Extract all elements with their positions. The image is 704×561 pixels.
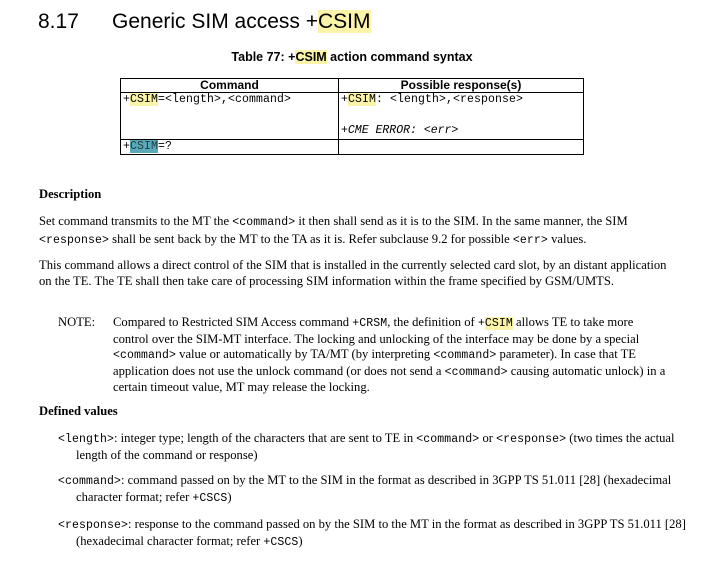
param-command: <command> xyxy=(416,433,480,446)
cell-command-test xyxy=(121,140,339,155)
param-cscs: +CSCS xyxy=(192,491,228,505)
col-header-command: Command xyxy=(121,79,339,93)
param-command: <command> xyxy=(444,365,508,379)
resp-args: : <length>,<response> xyxy=(376,93,524,106)
text: Set command transmits to the MT the xyxy=(39,214,233,228)
param-csim: CSIM xyxy=(484,317,513,330)
table-caption-cmd: CSIM xyxy=(295,50,327,64)
table-row xyxy=(121,140,584,155)
text: it then shall send as it is to the SIM. In the same manner, the SIM xyxy=(295,214,628,228)
description-heading: Description xyxy=(39,187,102,201)
text: shall be sent back by the MT to the TA as it is. Refer subclause 9.2 for possible xyxy=(109,232,513,246)
param-command: <command> xyxy=(433,349,497,362)
text: ) xyxy=(298,533,303,548)
cmd-name: CSIM xyxy=(130,93,159,106)
text: value or automatically by TA/MT (by interpreting xyxy=(176,347,434,361)
text: parameter). In case that TE application does not use the unlock command (or does not send a xyxy=(113,347,637,378)
def-length xyxy=(58,431,686,463)
text: , the definition of xyxy=(387,315,478,329)
description-paragraph-2: This command allows a direct control of the SIM that is installed in the currently selected card slot, by an distant application on the TE. The TE shall then take care of processing SIM information within the frame specified by GSM/UMTS. xyxy=(39,258,667,288)
table-caption-suffix: action command syntax xyxy=(326,50,473,64)
param-command: <command> xyxy=(58,475,122,488)
table-caption xyxy=(0,50,704,64)
response-error: +CME ERROR: <err> xyxy=(341,124,459,137)
note-label: NOTE: xyxy=(58,315,96,329)
param-response: <response> xyxy=(496,433,567,446)
text: values. xyxy=(547,232,587,246)
text: Compared to Restricted SIM Access command xyxy=(113,315,353,329)
section-number: 8.17 xyxy=(38,10,79,33)
param-command: <command> xyxy=(113,349,177,362)
section-title-cmd: CSIM xyxy=(318,10,371,33)
text: or xyxy=(479,431,497,445)
text: : response to the command passed on by the SIM to the MT in the format as described in 3GPP TS 51.011 [28] (hexadecimal character format; refer xyxy=(76,517,686,548)
section-title: Generic SIM access + xyxy=(112,10,318,33)
param-response: <response> xyxy=(39,234,110,247)
param-cscs: +CSCS xyxy=(263,535,299,549)
param-response: <response> xyxy=(58,519,129,532)
param-length: <length> xyxy=(58,433,115,446)
def-command xyxy=(58,473,686,506)
resp-name: CSIM xyxy=(348,93,377,106)
param-crsm: +CRSM xyxy=(352,317,388,330)
defined-values-heading: Defined values xyxy=(39,404,118,418)
cmd-args: =<length>,<command> xyxy=(158,93,292,106)
resp-plus: + xyxy=(341,93,349,106)
def-response xyxy=(58,517,686,550)
text: causing automatic unlock) in a certain timeout value, MT may release the locking. xyxy=(113,363,666,394)
table-caption-prefix: Table 77: + xyxy=(231,50,296,64)
text: allows TE to take more control over the SIM-MT interface. The locking and unlocking of the interface may be done by a special xyxy=(113,315,640,346)
col-header-response: Possible response(s) xyxy=(339,79,584,93)
text: ) xyxy=(227,489,232,504)
text: : command passed on by the MT to the SIM in the format as described in 3GPP TS 51.011 [28] (hexadecimal character format; refer xyxy=(76,473,672,504)
cmd-name-selected: CSIM xyxy=(130,140,159,153)
cmd-args: =? xyxy=(158,140,173,153)
description-paragraph-1 xyxy=(39,213,669,249)
response-ok xyxy=(341,93,581,124)
cell-response-test xyxy=(339,140,584,155)
note-text xyxy=(113,315,669,396)
cmd-plus: + xyxy=(123,140,131,153)
cmd-plus: + xyxy=(123,93,131,106)
table-row xyxy=(121,93,584,140)
table-header-row xyxy=(121,79,584,93)
text: (two times the actual length of the command or response) xyxy=(76,431,675,462)
param-err: <err> xyxy=(512,234,548,247)
param-plus: + xyxy=(477,317,485,330)
cell-response-set xyxy=(339,93,584,140)
cell-command-set xyxy=(121,93,339,140)
text: : integer type; length of the characters that are sent to TE in xyxy=(114,431,417,445)
syntax-table xyxy=(120,78,584,155)
param-command: <command> xyxy=(232,216,296,229)
section-heading xyxy=(38,10,371,34)
